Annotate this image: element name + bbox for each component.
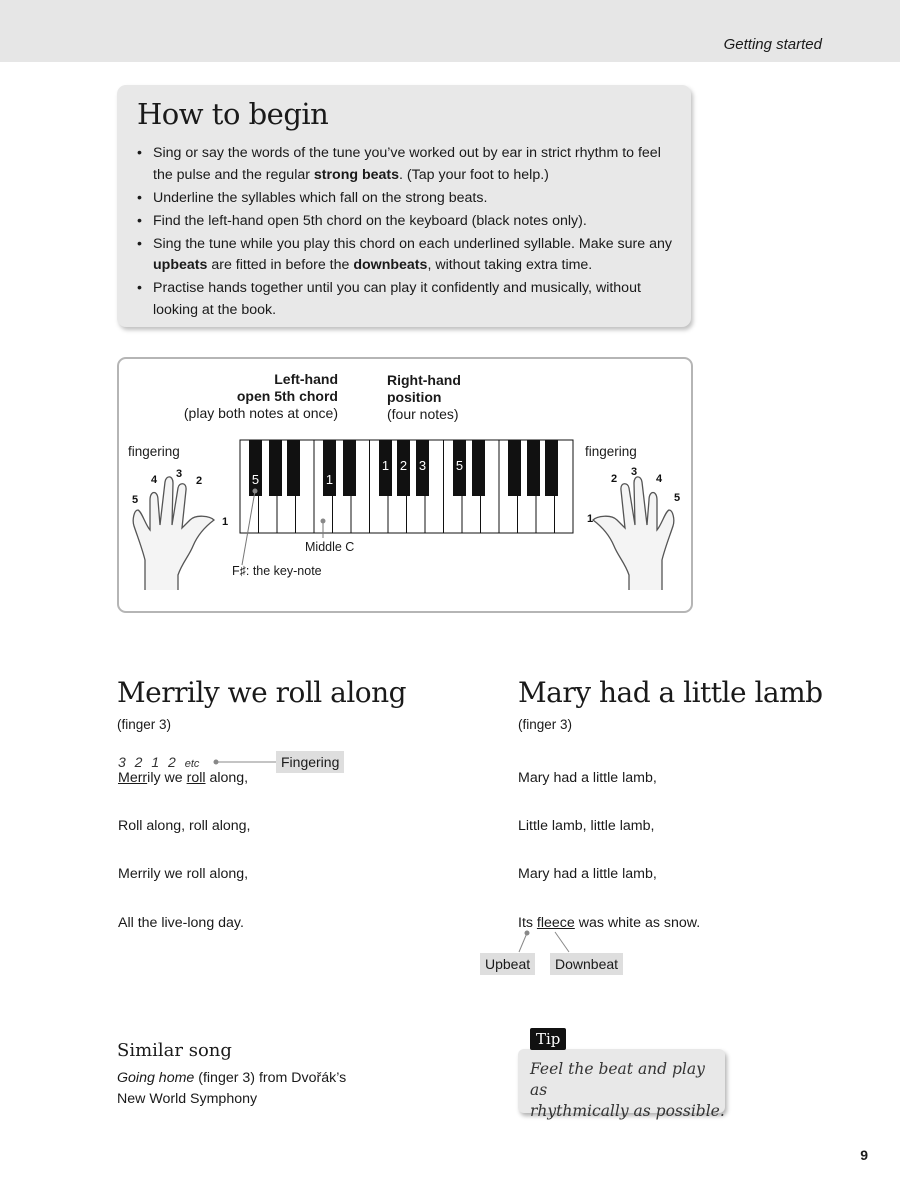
- rh-label-sub: position: [387, 389, 442, 405]
- section-title: Getting started: [723, 36, 822, 53]
- song2-finger: (finger 3): [518, 717, 573, 732]
- tip-box: [518, 1049, 725, 1120]
- lh-label-sub: open 5th chord: [236, 388, 338, 404]
- right-hand-icon: [593, 477, 674, 590]
- lh-finger-2: 2: [195, 475, 203, 487]
- song1-line4: All the live-long day.: [118, 915, 244, 931]
- key-number-rh-2: 2: [399, 458, 408, 473]
- rh-finger-2: 2: [610, 473, 618, 485]
- lh-finger-1: 1: [221, 516, 229, 528]
- keynote-dot: [253, 489, 258, 494]
- song2-line1: Mary had a little lamb,: [518, 770, 657, 786]
- song2-line4: Its fleece was white as snow.: [518, 915, 701, 931]
- rh-label-note: (four notes): [387, 406, 459, 422]
- lh-finger-3: 3: [175, 468, 183, 480]
- song2-line2: Little lamb, little lamb,: [518, 818, 655, 834]
- how-to-begin-title: How to begin: [137, 97, 329, 131]
- fingering-left-label: fingering: [128, 444, 180, 459]
- rh-finger-5: 5: [673, 492, 681, 504]
- instruction-item: • Find the left-hand open 5th chord on the keyboard (black notes only).: [133, 211, 673, 233]
- rh-finger-1: 1: [586, 513, 594, 525]
- tip-text: Feel the beat and play as rhythmically as possible.: [530, 1060, 725, 1120]
- tip-label: Tip: [530, 1028, 566, 1050]
- middle-c-dot: [321, 519, 326, 524]
- key-note-label: F♯: the key-note: [232, 564, 322, 578]
- song1-line2: Roll along, roll along,: [118, 818, 251, 834]
- instruction-item: • Sing or say the words of the tune you’ve worked out by ear in strict rhythm to feel the pulse and the regular strong beats. (Tap your foot to help.): [133, 143, 673, 186]
- similar-song-line1: Going home (finger 3) from Dvořák’s: [117, 1070, 347, 1086]
- key-number-lh-1: 1: [325, 472, 334, 487]
- song1-line1: Merrily we roll along,: [118, 770, 249, 786]
- fingering-right-label: fingering: [585, 444, 637, 459]
- rh-label-title: Right-hand: [387, 372, 461, 388]
- lh-finger-4: 4: [150, 474, 158, 486]
- instruction-item: • Sing the tune while you play this chord on each underlined syllable. Make sure any upbeats are fitted in before the downbeats, without taking extra time.: [133, 234, 673, 277]
- similar-song-line2: New World Symphony: [117, 1091, 258, 1107]
- song2-line3: Mary had a little lamb,: [518, 866, 657, 882]
- song1-line3: Merrily we roll along,: [118, 866, 249, 882]
- left-hand-icon: [133, 477, 214, 590]
- instruction-item: • Underline the syllables which fall on the strong beats.: [133, 188, 673, 210]
- beat-pointers: [505, 928, 585, 954]
- lh-label-title: Left-hand: [274, 371, 338, 387]
- rh-finger-3: 3: [630, 466, 638, 478]
- page-number: 9: [860, 1147, 868, 1163]
- fingering-pointer: [210, 756, 280, 768]
- lh-finger-5: 5: [131, 494, 139, 506]
- rh-finger-4: 4: [655, 473, 663, 485]
- instruction-item: • Practise hands together until you can play it confidently and musically, without looking at the book.: [133, 278, 673, 321]
- song1-title: Merrily we roll along: [117, 676, 407, 709]
- downbeat-tag: Downbeat: [550, 953, 623, 975]
- song2-title: Mary had a little lamb: [518, 676, 823, 709]
- key-number-lh-5: 5: [251, 472, 260, 487]
- fingering-tag: Fingering: [276, 751, 344, 773]
- similar-song-title: Similar song: [117, 1040, 232, 1061]
- middle-c-label: Middle C: [305, 540, 355, 554]
- song1-finger: (finger 3): [117, 717, 172, 732]
- upbeat-tag: Upbeat: [480, 953, 535, 975]
- lh-label-note: (play both notes at once): [183, 405, 338, 421]
- key-number-rh-5: 5: [455, 458, 464, 473]
- key-number-rh-1: 1: [381, 458, 390, 473]
- key-number-rh-3: 3: [418, 458, 427, 473]
- song1-fingering-nums: 3 2 1 2 etc: [118, 754, 200, 770]
